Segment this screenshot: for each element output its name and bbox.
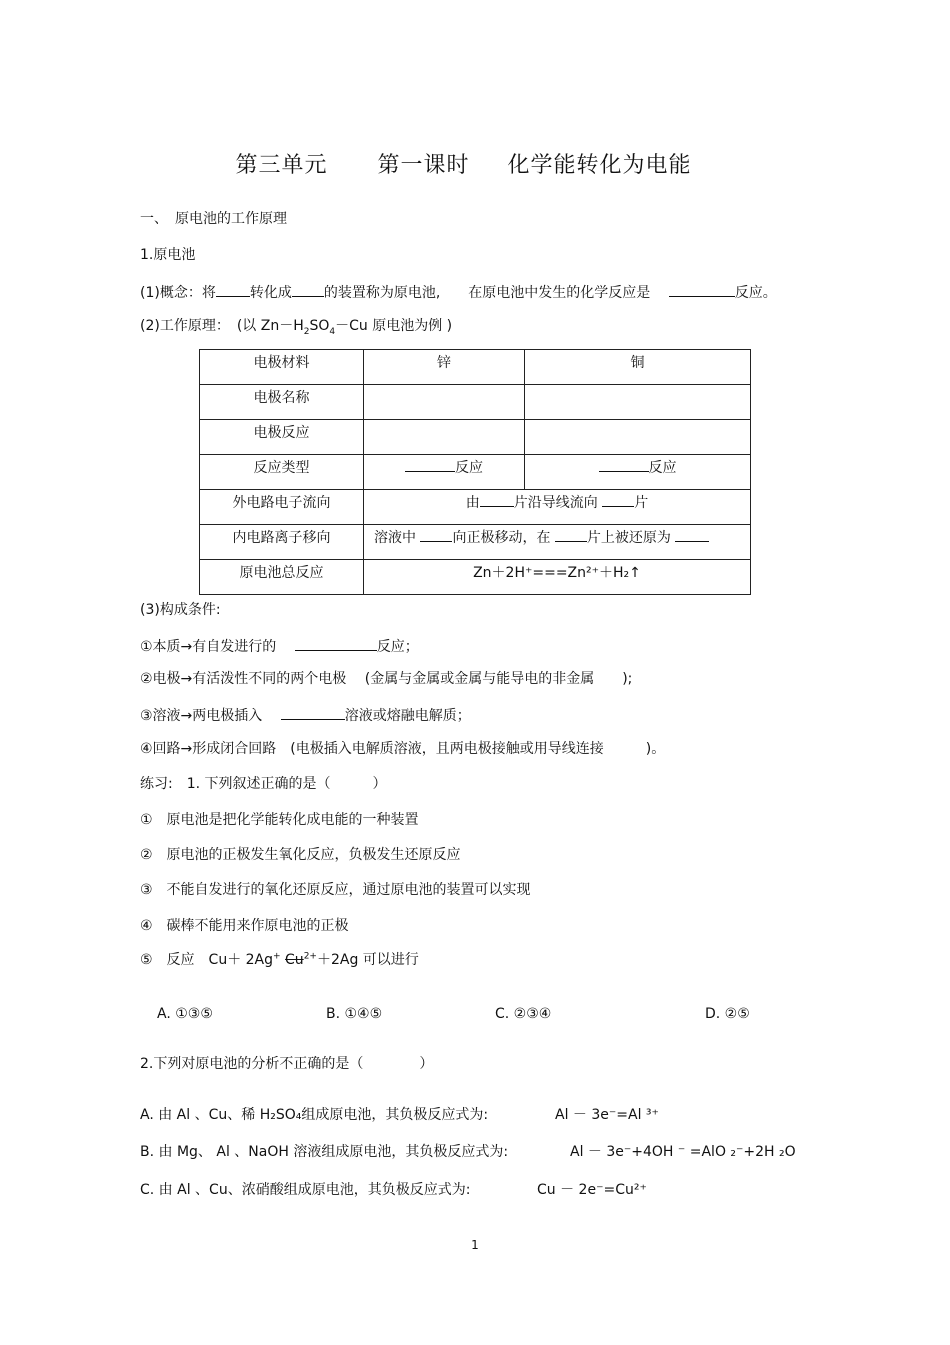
blank xyxy=(292,282,324,297)
condition-1: ①本质→有自发进行的 反应； xyxy=(140,636,419,656)
statement-3: ③ 不能自发进行的氧化还原反应，通过原电池的装置可以实现 xyxy=(140,882,531,898)
title-lesson: 第一课时 xyxy=(377,153,470,178)
condition-3: ③溶液→两电极插入 溶液或熔融电解质； xyxy=(140,705,471,725)
question-1: 练习: 1. 下列叙述正确的是（ ） xyxy=(140,776,387,792)
subsection-heading: 1.原电池 xyxy=(140,247,196,263)
principle-text-1: (2)工作原理： (以 Zn－H xyxy=(140,318,304,334)
table-cell: 内电路离子移向 xyxy=(232,530,331,546)
statement-4: ④ 碳棒不能用来作原电池的正极 xyxy=(140,918,349,934)
table-row xyxy=(200,420,751,455)
option-c: C. ②③④ xyxy=(495,1006,552,1022)
table-cell: 外电路电子流向 xyxy=(232,495,331,511)
option-a: A. ①③⑤ xyxy=(157,1006,213,1022)
table-row xyxy=(200,350,751,385)
table-cell: 原电池总反应 xyxy=(239,565,324,581)
option-d: D. ②⑤ xyxy=(705,1006,750,1022)
choice-a-equation: Al － 3e⁻=Al ³⁺ xyxy=(555,1107,659,1123)
section-heading: 一、 原电池的工作原理 xyxy=(140,211,287,227)
title-topic: 化学能转化为电能 xyxy=(507,153,692,178)
table-cell: 反应 xyxy=(364,455,524,477)
principle-text-2: SO xyxy=(309,318,330,334)
table-cell: 电极名称 xyxy=(253,390,310,406)
table-cell: Zn＋2H⁺===Zn²⁺＋H₂↑ xyxy=(473,565,641,581)
table-cell xyxy=(525,420,751,455)
table-cell: 反应 xyxy=(525,455,750,477)
table-cell: 锌 xyxy=(437,355,451,371)
table-cell: 电极反应 xyxy=(253,425,310,441)
concept-text-1: (1)概念：将 xyxy=(140,285,216,301)
principle-text-3: －Cu 原电池为例 ) xyxy=(335,318,453,334)
table-row xyxy=(200,385,751,420)
page-title xyxy=(0,148,927,179)
table-row xyxy=(200,525,751,560)
table-cell: 铜 xyxy=(630,355,645,371)
choice-b-equation: Al － 3e⁻+4OH ⁻ =AlO ₂⁻+2H ₂O xyxy=(570,1144,796,1160)
table-cell: 反应类型 xyxy=(253,460,310,476)
blank xyxy=(216,282,250,297)
principle-line xyxy=(140,317,452,335)
condition-2: ②电极→有活泼性不同的两个电极 (金属与金属或金属与能导电的非金属 ); xyxy=(140,671,633,687)
conditions-heading: (3)构成条件: xyxy=(140,602,221,618)
concept-line xyxy=(140,282,777,302)
question-2: 2.下列对原电池的分析不正确的是（ ） xyxy=(140,1056,434,1072)
blank xyxy=(669,282,735,297)
page-number: 1 xyxy=(471,1238,479,1252)
table-row xyxy=(200,490,751,525)
table-cell xyxy=(364,420,525,455)
title-unit: 第三单元 xyxy=(235,153,328,178)
table-cell: 由 片沿导线流向 片 xyxy=(364,490,750,512)
statement-2: ② 原电池的正极发生氧化反应，负极发生还原反应 xyxy=(140,847,461,863)
table-row xyxy=(200,455,751,490)
subscript: 2 xyxy=(303,326,310,337)
table-cell: 溶液中 向正极移动，在 片上被还原为 xyxy=(364,525,750,547)
subscript: 4 xyxy=(329,326,336,337)
condition-4: ④回路→形成闭合回路 (电极插入电解质溶液，且两电极接触或用导线连接 )。 xyxy=(140,741,666,757)
table-row xyxy=(200,560,751,595)
concept-text-4: 反应。 xyxy=(734,285,777,301)
statement-5: ⑤ 反应 Cu＋ 2Ag+ $Cu^{2+}+2Ag$ 可以进行 xyxy=(140,951,419,968)
choice-c-equation: Cu － 2e⁻=Cu²⁺ xyxy=(537,1182,647,1198)
choice-b-text: B. 由 Mg、 Al 、NaOH 溶液组成原电池，其负极反应式为: xyxy=(140,1144,509,1160)
concept-text-3: 的装置称为原电池, 在原电池中发生的化学反应是 xyxy=(323,285,651,301)
statement-1: ① 原电池是把化学能转化成电能的一种装置 xyxy=(140,812,419,828)
choice-c-text: C. 由 Al 、Cu、浓硝酸组成原电池，其负极反应式为: xyxy=(140,1182,471,1198)
battery-table xyxy=(199,349,751,595)
table-cell xyxy=(525,385,751,420)
concept-text-2: 转化成 xyxy=(249,285,292,301)
choice-a-text: A. 由 Al 、Cu、稀 H₂SO₄组成原电池，其负极反应式为: xyxy=(140,1107,489,1123)
option-b: B. ①④⑤ xyxy=(326,1006,383,1022)
table-cell: 电极材料 xyxy=(253,355,310,371)
table-cell xyxy=(364,385,525,420)
